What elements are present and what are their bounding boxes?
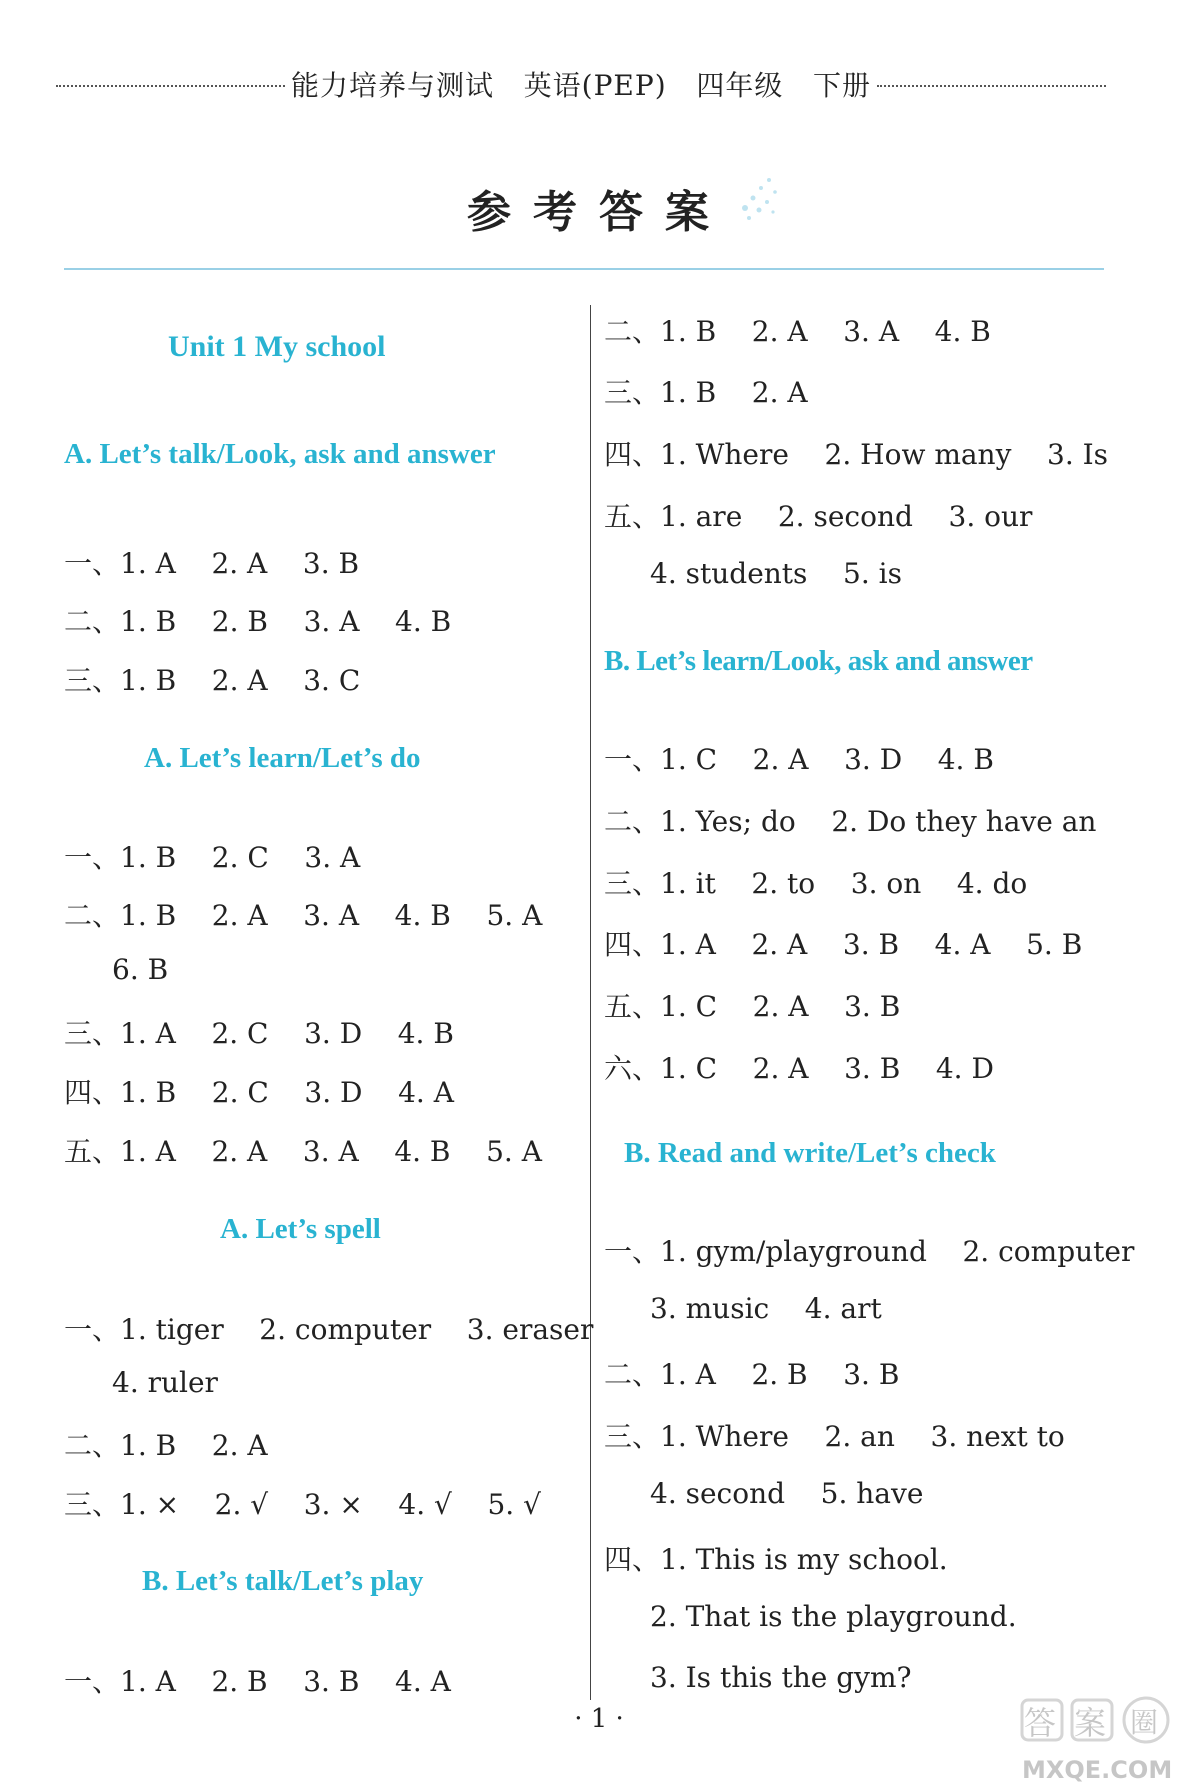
answer-line: 四、1. B 2. C 3. D 4. A	[64, 1076, 454, 1109]
page-number: · 1 ·	[574, 1704, 624, 1734]
answer-line: 四、1. A 2. A 3. B 4. A 5. B	[604, 928, 1083, 961]
answer-line: 一、1. gym/playground 2. computer	[604, 1235, 1135, 1268]
header-text: 能力培养与测试 英语(PEP) 四年级 下册	[290, 69, 872, 102]
column-divider	[590, 305, 591, 1700]
answer-line: 五、1. are 2. second 3. our	[604, 500, 1033, 533]
title-underline	[64, 268, 1104, 270]
answer-line: 六、1. C 2. A 3. B 4. D	[604, 1052, 994, 1085]
header-dotted-line-right	[877, 85, 1106, 87]
watermark-logo-icon	[1016, 1692, 1192, 1788]
answer-line: 四、1. This is my school.	[604, 1543, 948, 1576]
answer-line: 三、1. it 2. to 3. on 4. do	[604, 867, 1028, 900]
svg-text:答: 答	[1024, 1704, 1057, 1742]
answer-line: 4. ruler	[112, 1366, 218, 1399]
answer-line: 4. second 5. have	[650, 1477, 924, 1510]
answer-line: 五、1. A 2. A 3. A 4. B 5. A	[64, 1135, 542, 1168]
section-heading: A. Let’s talk/Look, ask and answer	[64, 438, 496, 470]
answer-line: 二、1. A 2. B 3. B	[604, 1358, 900, 1391]
answer-line: 二、1. B 2. A 3. A 4. B	[604, 315, 991, 348]
answer-line: 二、1. B 2. B 3. A 4. B	[64, 605, 452, 638]
answer-line: 三、1. Where 2. an 3. next to	[604, 1420, 1065, 1453]
answer-line: 3. Is this the gym?	[650, 1661, 912, 1694]
svg-text:案: 案	[1074, 1704, 1107, 1742]
answer-line: 一、1. A 2. B 3. B 4. A	[64, 1665, 451, 1698]
page-title: 参考答案	[467, 187, 731, 238]
header-dotted-line-left	[56, 85, 285, 87]
answer-line: 一、1. C 2. A 3. D 4. B	[604, 743, 994, 776]
title-decoration-icon	[735, 168, 785, 228]
answer-line: 一、1. tiger 2. computer 3. eraser	[64, 1313, 594, 1346]
svg-text:圈: 圈	[1130, 1706, 1159, 1739]
answer-line: 二、1. B 2. A 3. A 4. B 5. A	[64, 899, 543, 932]
section-heading: A. Let’s spell	[220, 1213, 381, 1245]
answer-line: 二、1. B 2. A	[64, 1429, 268, 1462]
answer-line: 二、1. Yes; do 2. Do they have an	[604, 805, 1097, 838]
section-heading: B. Let’s learn/Look, ask and answer	[604, 645, 1033, 677]
answer-line: 2. That is the playground.	[650, 1600, 1017, 1633]
unit-title: Unit 1 My school	[168, 330, 386, 363]
answer-line: 3. music 4. art	[650, 1292, 882, 1325]
answer-line: 一、1. B 2. C 3. A	[64, 841, 361, 874]
answer-line: 四、1. Where 2. How many 3. Is	[604, 438, 1109, 471]
svg-text:MXQE.COM: MXQE.COM	[1022, 1756, 1173, 1784]
answer-line: 五、1. C 2. A 3. B	[604, 990, 901, 1023]
answer-line: 三、1. A 2. C 3. D 4. B	[64, 1017, 454, 1050]
section-heading: B. Let’s talk/Let’s play	[142, 1565, 424, 1597]
section-heading: A. Let’s learn/Let’s do	[144, 742, 421, 774]
answer-line: 6. B	[112, 953, 169, 986]
answer-line: 4. students 5. is	[650, 557, 902, 590]
answer-line: 一、1. A 2. A 3. B	[64, 547, 360, 580]
answer-line: 三、1. × 2. √ 3. × 4. √ 5. √	[64, 1488, 541, 1521]
answer-line: 三、1. B 2. A	[604, 376, 808, 409]
answer-line: 三、1. B 2. A 3. C	[64, 664, 361, 697]
page-header	[56, 62, 1106, 106]
section-heading: B. Read and write/Let’s check	[624, 1137, 996, 1169]
